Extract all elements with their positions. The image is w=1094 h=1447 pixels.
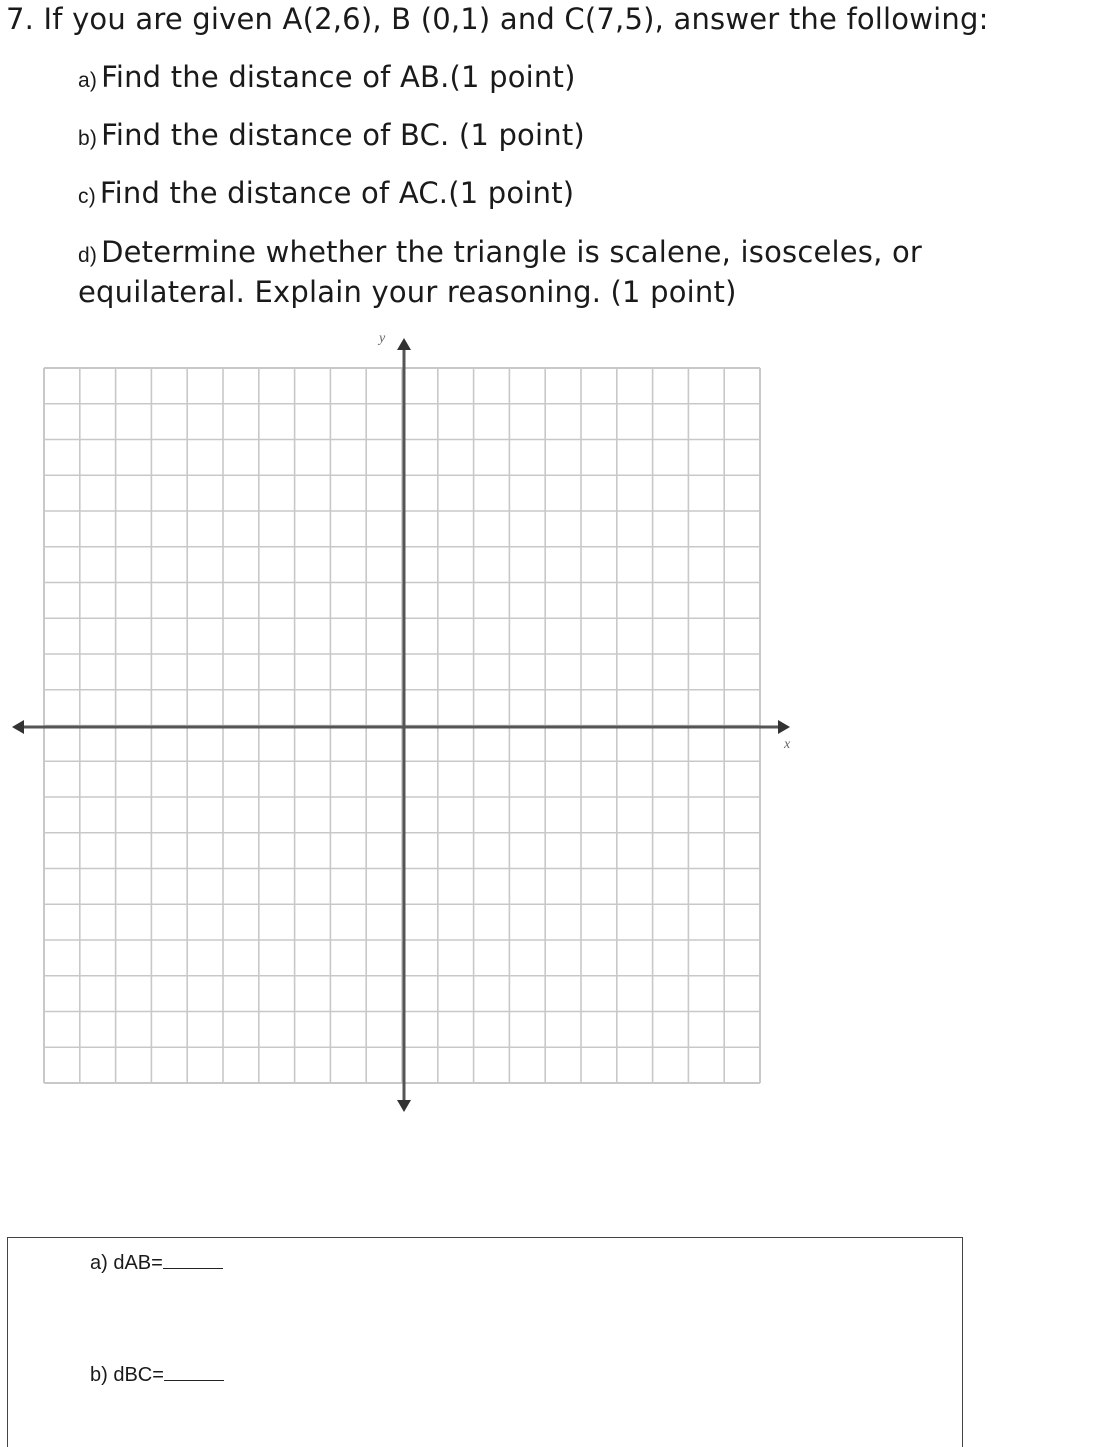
y-axis-label: y [379, 331, 386, 346]
part-c-text: Find the distance of AC.(1 point) [99, 176, 575, 210]
part-c [78, 176, 574, 210]
answer-dbc-blank[interactable] [164, 1379, 224, 1381]
part-a-label: a) [78, 69, 98, 92]
answer-dab-blank[interactable] [163, 1267, 223, 1269]
answer-dab-label: a) dAB= [90, 1252, 163, 1274]
part-d-text: Determine whether the triangle is scalene, isosceles, or equilateral. Explain your reasoning. (1 point) [78, 235, 923, 309]
answer-dbc [90, 1364, 224, 1387]
coordinate-grid[interactable] [0, 320, 820, 1120]
part-d [78, 234, 1038, 311]
part-d-label: d) [78, 244, 98, 267]
part-b [78, 118, 585, 152]
answer-box[interactable] [7, 1237, 963, 1447]
x-axis-left-arrow-icon [12, 720, 24, 734]
y-axis-down-arrow-icon [397, 1100, 411, 1112]
y-axis-up-arrow-icon [397, 338, 411, 350]
part-b-label: b) [78, 127, 98, 150]
part-a-text: Find the distance of AB.(1 point) [101, 60, 576, 94]
question-title: 7. If you are given A(2,6), B (0,1) and C(7,5), answer the following: [6, 2, 989, 36]
x-axis-label: x [784, 737, 791, 752]
part-a [78, 60, 576, 94]
x-axis-right-arrow-icon [778, 720, 790, 734]
part-c-label: c) [78, 185, 96, 208]
answer-dbc-label: b) dBC= [90, 1364, 164, 1386]
part-b-text: Find the distance of BC. (1 point) [101, 118, 585, 152]
answer-dab [90, 1252, 223, 1275]
